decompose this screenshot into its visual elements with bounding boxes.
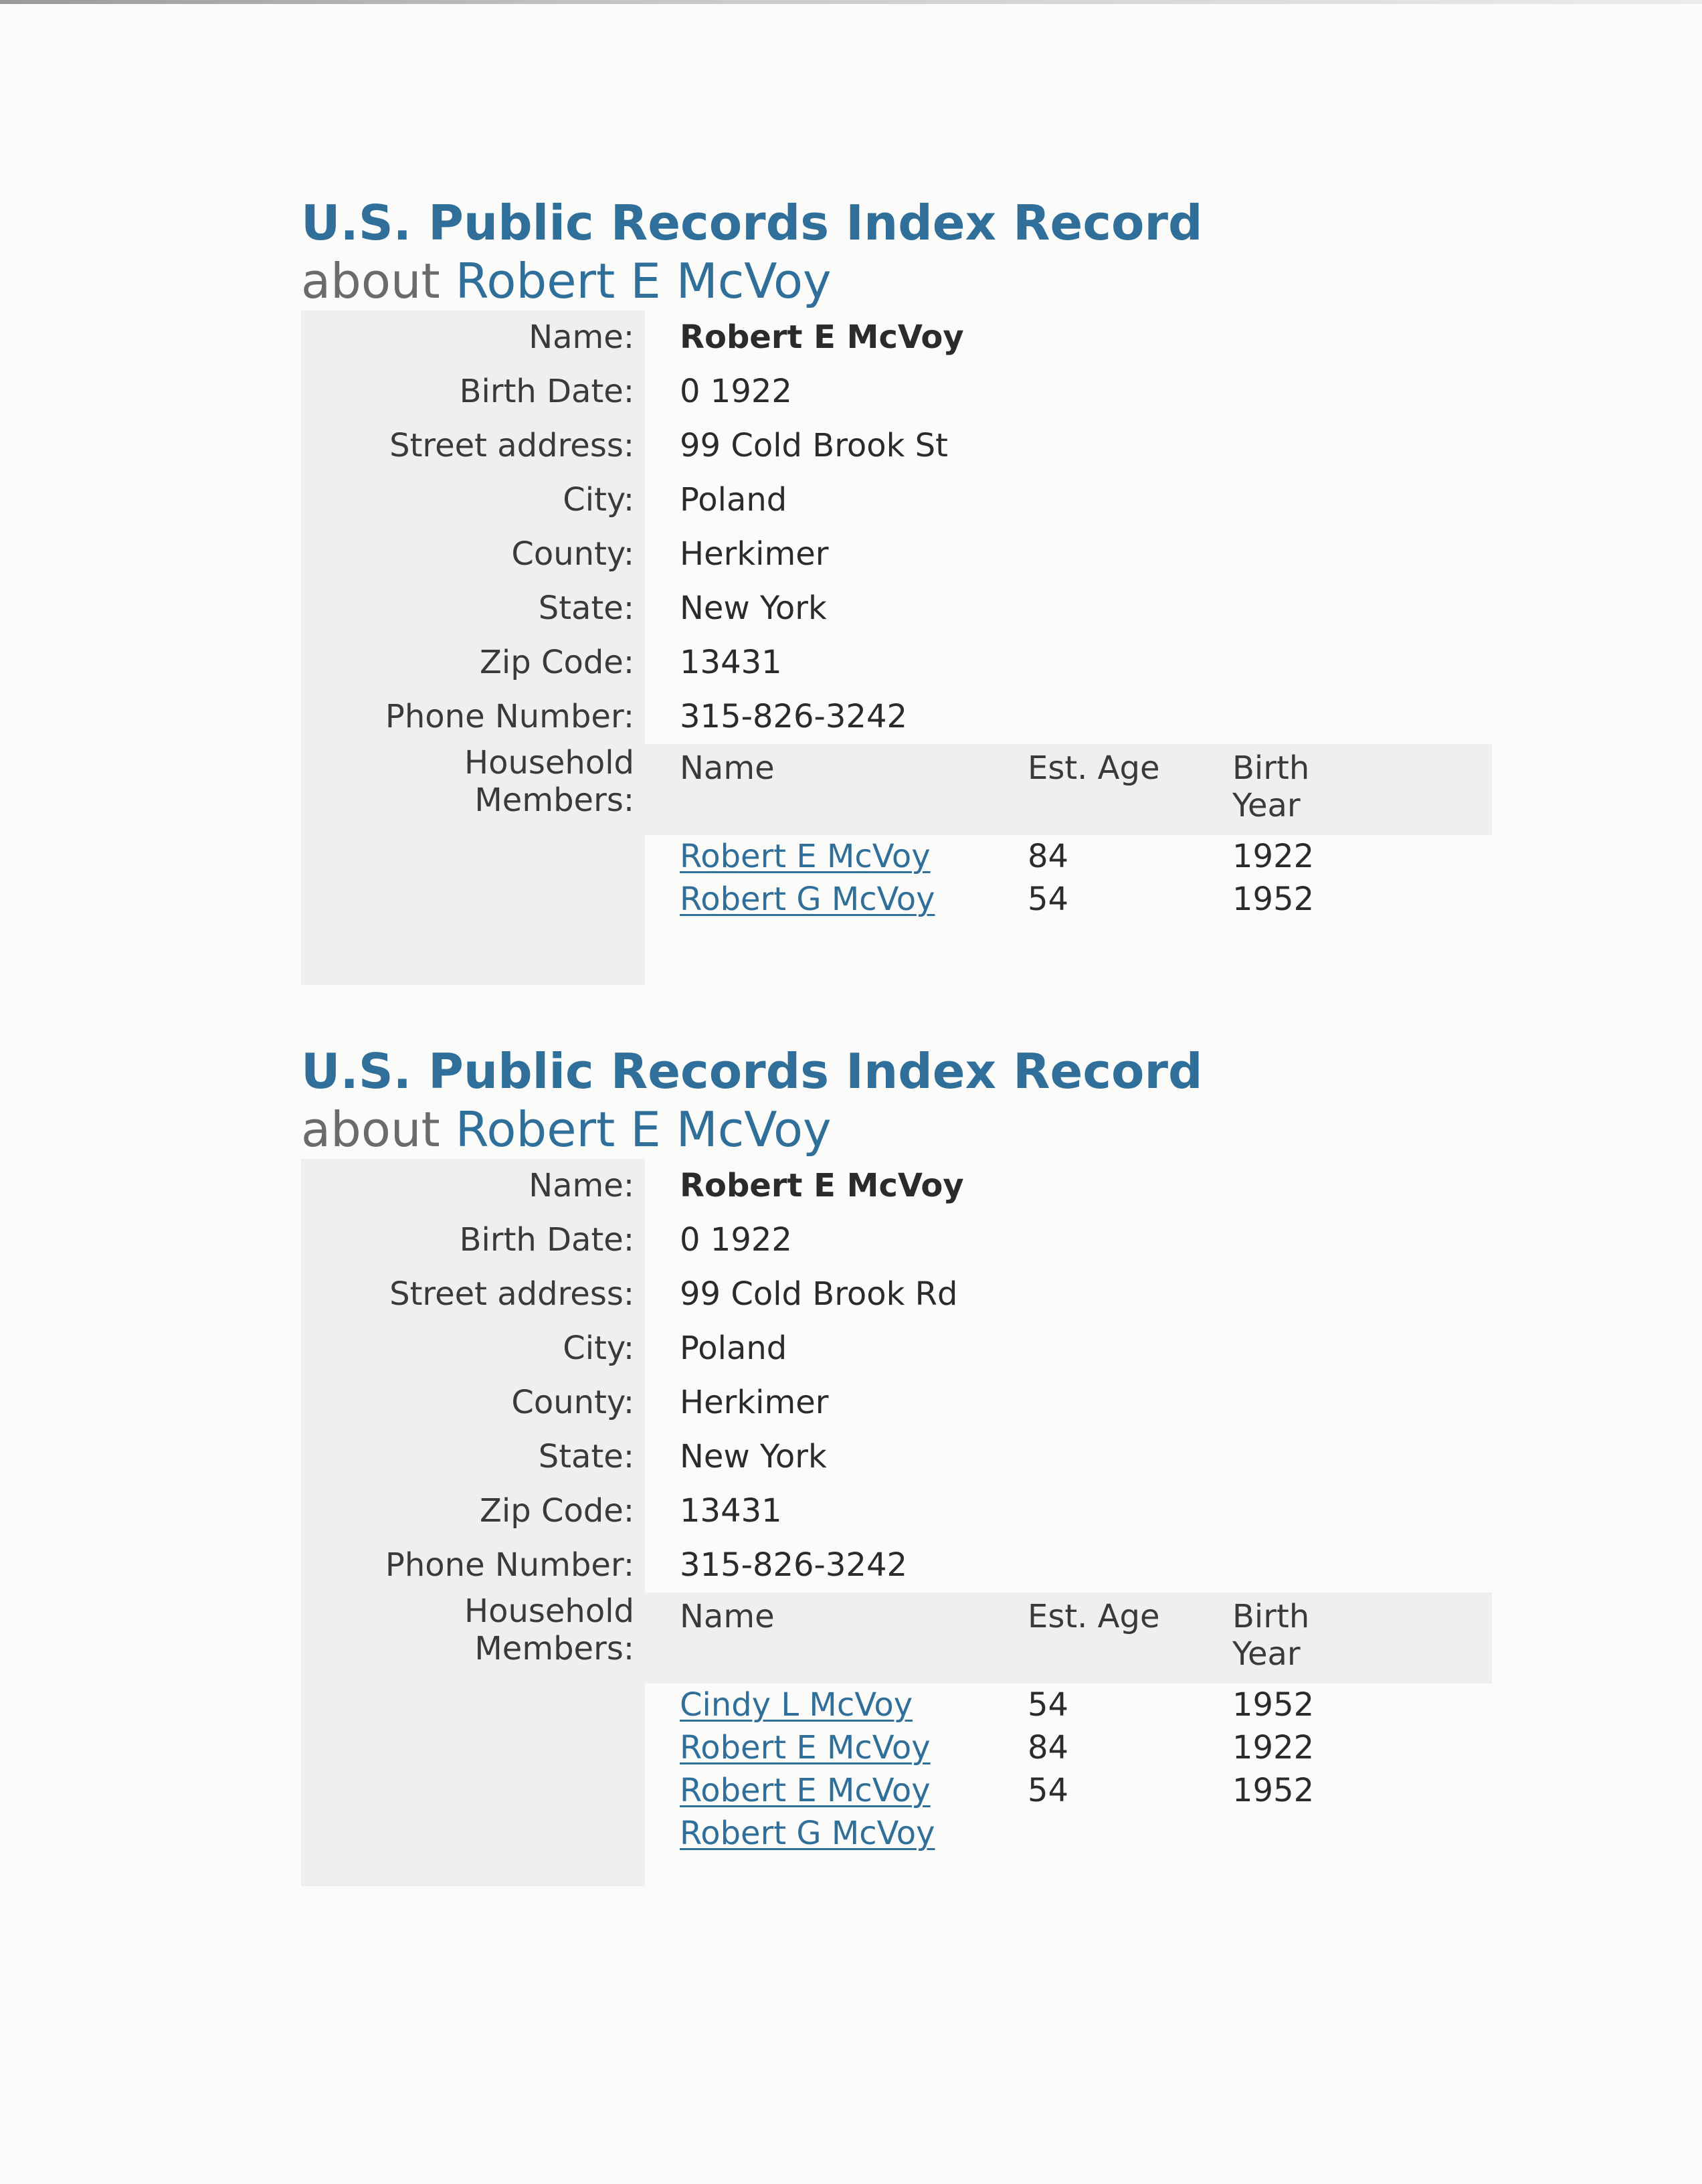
table-row xyxy=(645,1683,1492,1726)
field-label: Street address: xyxy=(389,427,634,464)
field-label: Birth Date: xyxy=(459,373,634,410)
col-header-est-age: Est. Age xyxy=(1028,749,1160,787)
col-header-birth-year xyxy=(1232,749,1309,824)
field-name xyxy=(301,310,1492,365)
record-details xyxy=(301,310,1492,985)
field-city xyxy=(301,1322,1492,1376)
col-header-birth: Birth xyxy=(1232,749,1310,787)
field-label: City: xyxy=(563,1330,634,1367)
table-row xyxy=(645,1812,1492,1855)
field-birth-date xyxy=(301,365,1492,419)
member-birth-year: 1922 xyxy=(1232,838,1315,875)
scan-top-edge xyxy=(0,0,1702,4)
about-name: Robert E McVoy xyxy=(455,253,832,309)
field-zip-code xyxy=(301,1484,1492,1538)
field-label: Street address: xyxy=(389,1275,634,1313)
field-zip-code xyxy=(301,636,1492,690)
record-subtitle xyxy=(301,252,1492,310)
household-table-header xyxy=(645,744,1492,835)
household-label xyxy=(301,744,634,819)
field-label: Zip Code: xyxy=(480,644,634,681)
field-label: Birth Date: xyxy=(459,1221,634,1259)
table-row xyxy=(645,1726,1492,1769)
record-details xyxy=(301,1159,1492,1886)
member-name-link[interactable]: Robert E McVoy xyxy=(680,838,931,875)
member-birth-year: 1922 xyxy=(1232,1729,1315,1766)
field-label: Zip Code: xyxy=(480,1492,634,1530)
field-county xyxy=(301,527,1492,581)
member-age: 84 xyxy=(1028,838,1069,875)
field-state xyxy=(301,581,1492,636)
about-prefix: about xyxy=(301,1101,440,1158)
col-header-name: Name xyxy=(680,1598,775,1635)
field-label: Phone Number: xyxy=(385,698,634,735)
about-prefix: about xyxy=(301,253,440,309)
field-label: County: xyxy=(511,535,634,573)
member-name-link[interactable]: Cindy L McVoy xyxy=(680,1686,913,1724)
col-header-est-age: Est. Age xyxy=(1028,1598,1160,1635)
table-row xyxy=(645,878,1492,921)
member-name-link[interactable]: Robert G McVoy xyxy=(680,881,935,918)
field-value: Robert E McVoy xyxy=(680,318,964,356)
field-label: State: xyxy=(538,589,634,627)
member-name-link[interactable]: Robert E McVoy xyxy=(680,1772,931,1809)
record-2 xyxy=(301,1042,1492,1886)
field-value: 0 1922 xyxy=(680,373,792,410)
record-subtitle xyxy=(301,1100,1492,1159)
member-name-link[interactable]: Robert G McVoy xyxy=(680,1815,935,1852)
field-value: Herkimer xyxy=(680,535,829,573)
member-age: 54 xyxy=(1028,881,1069,918)
field-value: Poland xyxy=(680,1330,787,1367)
field-city xyxy=(301,473,1492,527)
household-table-header xyxy=(645,1592,1492,1683)
field-street-address xyxy=(301,419,1492,473)
col-header-year: Year xyxy=(1232,787,1301,824)
field-label: Phone Number: xyxy=(385,1546,634,1584)
record-title: U.S. Public Records Index Record xyxy=(301,1043,1203,1099)
field-value: 315-826-3242 xyxy=(680,698,908,735)
table-row xyxy=(645,1769,1492,1812)
field-value: 99 Cold Brook St xyxy=(680,427,948,464)
member-birth-year: 1952 xyxy=(1232,881,1315,918)
col-header-year: Year xyxy=(1232,1635,1301,1673)
field-county xyxy=(301,1376,1492,1430)
household-table xyxy=(645,1592,1492,1855)
field-value: 315-826-3242 xyxy=(680,1546,908,1584)
household-label-line1: Household xyxy=(464,744,634,782)
record-title: U.S. Public Records Index Record xyxy=(301,195,1203,251)
household-table xyxy=(645,744,1492,921)
member-age: 84 xyxy=(1028,1729,1069,1766)
field-label: Name: xyxy=(529,318,634,356)
field-label: County: xyxy=(511,1384,634,1421)
field-value: 99 Cold Brook Rd xyxy=(680,1275,958,1313)
member-birth-year: 1952 xyxy=(1232,1686,1315,1724)
field-state xyxy=(301,1430,1492,1484)
record-1 xyxy=(301,194,1492,985)
field-label: City: xyxy=(563,481,634,519)
field-label: State: xyxy=(538,1438,634,1475)
household-label-line1: Household xyxy=(464,1592,634,1630)
field-value: Poland xyxy=(680,481,787,519)
field-value: New York xyxy=(680,1438,827,1475)
field-birth-date xyxy=(301,1213,1492,1267)
household-label xyxy=(301,1592,634,1667)
field-label: Name: xyxy=(529,1167,634,1204)
field-name xyxy=(301,1159,1492,1213)
field-street-address xyxy=(301,1267,1492,1322)
field-phone-number xyxy=(301,1538,1492,1592)
field-value: 0 1922 xyxy=(680,1221,792,1259)
field-value: New York xyxy=(680,589,827,627)
member-age: 54 xyxy=(1028,1686,1069,1724)
member-age: 54 xyxy=(1028,1772,1069,1809)
col-header-birth: Birth xyxy=(1232,1598,1310,1635)
about-name: Robert E McVoy xyxy=(455,1101,832,1158)
member-name-link[interactable]: Robert E McVoy xyxy=(680,1729,931,1766)
member-birth-year: 1952 xyxy=(1232,1772,1315,1809)
field-phone-number xyxy=(301,690,1492,744)
field-value: Robert E McVoy xyxy=(680,1167,964,1204)
household-label-line2: Members: xyxy=(474,782,634,819)
table-row xyxy=(645,835,1492,878)
field-value: Herkimer xyxy=(680,1384,829,1421)
household-label-line2: Members: xyxy=(474,1630,634,1667)
col-header-birth-year xyxy=(1232,1598,1309,1673)
field-value: 13431 xyxy=(680,1492,782,1530)
field-value: 13431 xyxy=(680,644,782,681)
col-header-name: Name xyxy=(680,749,775,787)
